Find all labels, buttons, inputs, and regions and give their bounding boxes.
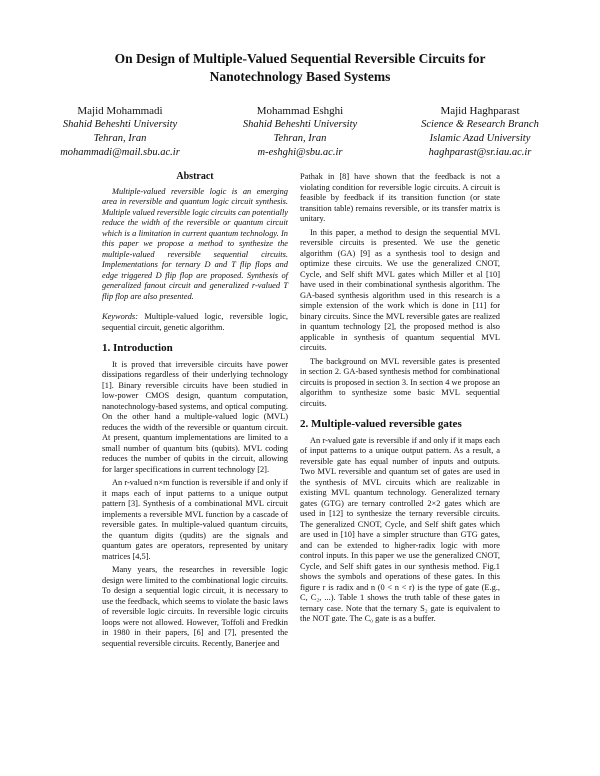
author-location: Islamic Azad University <box>429 133 531 144</box>
author-affiliation: Science & Research Branch <box>421 119 539 130</box>
title-line-2: Nanotechnology Based Systems <box>209 69 391 84</box>
author-3 <box>390 104 570 160</box>
intro-paragraph-3: Many years, the researches in reversible logic design were limited to the combinational logic circuits. To design a sequential logic circuit, it is necessary to use the feedback, which seems to violate the basic laws of reversible logic circuits. In reversible logic circuits loops were not allowed. However, Toffoli and Fredkin in 1980 in their papers, [6] and [7], presented the sequential reversible circuits. Recently, Banerjee and <box>102 565 288 648</box>
author-name: Majid Haghparast <box>440 105 520 117</box>
right-paragraph-1: Pathak in [8] have shown that the feedback is not a violating condition for reversible logic circuits. A circuit is feasible by feedback if its transition function (or state transition table) remains reversible, or its transfer matrix is unitary. <box>300 172 500 223</box>
author-email: m-eshghi@sbu.ac.ir <box>257 147 343 158</box>
keywords-label: Keywords: <box>102 312 138 321</box>
gates-paragraph-1: An r-valued gate is reversible if and only if it maps each of input patterns to a unique output pattern. As a result, a reversible gate has equal number of inputs and outputs. Two MVL reversible and quantum set of gates are used in the synthesis of MVL circuits which are realizable in existing MVL quantum technology. Generalized ternary gates (GTG) are ternary controlled 2×2 gates which are used in [12] to synthesize the ternary reversible circuits. The generalized CNOT, Cycle, and Self shift gates which are used in [10] have a simpler structure than GTG gates, and can be extended to higher-radix logic with more control inputs. In this paper we use the generalized CNOT, Cycle, and Self shift gates in our synthesis method. Fig.1 shows the symbols and operations of these gates. In this figure r is radix and n (0 < n < r) is the type of gate (E.g., C, C₂, ...). Table 1 shows the truth table of these gates in ternary case. Note that the ternary S₂ gate is equivalent to the NOT gate. The C₀ gate is as a buffer. <box>300 435 500 623</box>
author-name: Mohammad Eshghi <box>256 105 344 117</box>
section-1-heading: 1. Introduction <box>102 342 173 354</box>
section-2-heading: 2. Multiple-valued reversible gates <box>300 418 462 430</box>
author-1 <box>30 104 210 160</box>
author-2 <box>210 104 390 160</box>
right-paragraph-2: In this paper, a method to design the sequential MVL reversible circuits is presented. We use the genetic algorithm (GA) [9] as a synthesis tool to design and optimize these circuits. We use the generalized CNOT, Cycle, and Self shift MVL gates which Miller et al [10] have used in their combinational synthesis algorithm. The GA-based synthesis algorithm used in this research is a simple extension of the work which is done in [11] for binary circuits. Since the MVL reversible gates are realized in quantum technology [2], the proposed method is also applicable in synthesis of quantum sequential MVL circuits. <box>300 227 500 352</box>
abstract-text: Multiple-valued reversible logic is an emerging area in reversible and quantum logic circuit synthesis. Multiple valued reversible logic circuits can potentially reduce the width of the reversible or quantum circuit which is a limitation in current quantum technology. In this paper we propose a method to synthesize the multiple-valued reversible sequential circuits. Implementations for ternary D and T flip flops and edge triggered D flip flop are proposed. Synthesis of generalized fanout circuit and generalized r-valued T flip flop are also presented. <box>102 186 288 301</box>
author-name: Majid Mohammadi <box>77 105 163 117</box>
author-location: Tehran, Iran <box>273 133 327 144</box>
intro-paragraph-1: It is proved that irreversible circuits have power dissipations regardless of their underlying technology [1]. Binary reversible circuits have been studied in low-power CMOS design, quantum computation, nanotechnology-based systems, and optical computing. On the other hand a multiple-valued logic (MVL) reduces the width of the reversible or quantum circuit. At present, quantum implementations are limited to a small number of quantum bits (qubits). MVL coding reduces the number of qubits in the circuit, allowing for larger specifications in current technology [2]. <box>102 359 288 474</box>
author-block <box>30 104 570 160</box>
author-affiliation: Shahid Beheshti University <box>62 119 178 130</box>
keywords <box>102 312 288 333</box>
intro-paragraph-2: An r-valued n×m function is reversible if and only if it maps each of input patterns to a unique output pattern [3]. Synthesis of a combinational MVL circuit implements a reversible MVL function by a cascade of reversible gates. In multiple-valued quantum circuits, the quantum digits (qudits) are the signals and quantum gates are operators, represented by unitary matrices [4,5]. <box>102 478 288 561</box>
right-paragraph-3: The background on MVL reversible gates is presented in section 2. GA-based synthesis method for combinational circuits is proposed in section 3. In section 4 we propose an algorithm to synthesize some basic MVL sequential circuits. <box>300 356 500 408</box>
left-column <box>102 172 288 652</box>
keywords-text: Multiple-valued logic, reversible logic, sequential circuit, genetic algorithm. <box>102 312 288 332</box>
author-email: mohammadi@mail.sbu.ac.ir <box>60 147 180 158</box>
right-column <box>300 172 500 628</box>
author-email: haghparast@sr.iau.ac.ir <box>428 147 532 158</box>
author-affiliation: Shahid Beheshti University <box>242 119 358 130</box>
author-location: Tehran, Iran <box>93 133 147 144</box>
title-line-1: On Design of Multiple-Valued Sequential Reversible Circuits for <box>114 51 486 66</box>
abstract-heading: Abstract <box>176 171 214 182</box>
paper-title <box>60 50 540 86</box>
